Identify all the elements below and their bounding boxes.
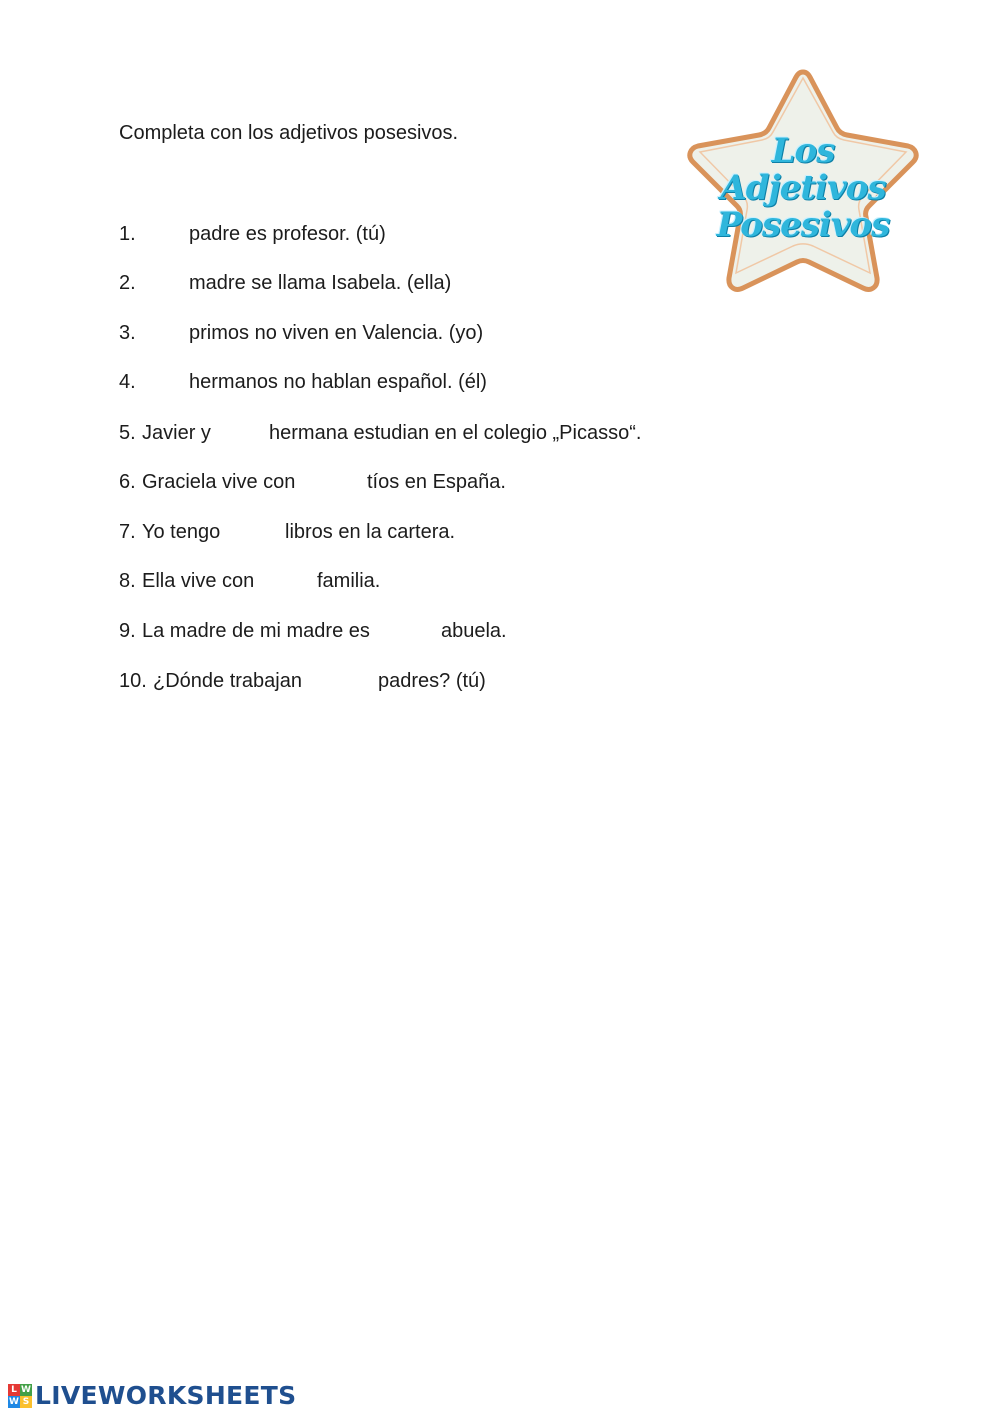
liveworksheets-logo [8, 1382, 296, 1410]
answer-blank[interactable] [151, 368, 187, 396]
exercise-number: 3. [119, 322, 136, 344]
liveworksheets-logo-icon [8, 1384, 32, 1408]
badge-title-line1: Los [771, 131, 835, 171]
answer-blank[interactable] [151, 220, 187, 248]
exercise-text-before: Ella vive con [142, 570, 255, 592]
exercise-text-after: hermana estudian en el colegio „Picasso“. [269, 422, 642, 444]
exercise-number: 6. [119, 471, 136, 493]
exercise-number: 9. [119, 620, 136, 642]
exercise-list [119, 0, 739, 720]
exercise-text-before: ¿Dónde trabajan [153, 670, 302, 692]
answer-blank[interactable] [263, 567, 315, 595]
exercise-text-after: tíos en España. [367, 471, 506, 493]
answer-blank[interactable] [151, 319, 187, 347]
exercise-text-after: abuela. [441, 620, 507, 642]
exercise-number: 7. [119, 521, 136, 543]
instruction-text: Completa con los adjetivos posesivos. [119, 122, 459, 144]
exercise-text-before: Javier y [142, 422, 211, 444]
exercise-number: 10. [119, 670, 147, 692]
logo-mark-cell: S [20, 1396, 32, 1408]
logo-wordmark: LIVEWORKSHEETS [35, 1381, 297, 1410]
answer-blank[interactable] [219, 419, 265, 447]
exercise-text-after: madre se llama Isabela. (ella) [189, 272, 452, 294]
exercise-number: 8. [119, 570, 136, 592]
exercise-text-after: primos no viven en Valencia. (yo) [189, 322, 484, 344]
logo-mark-cell: W [21, 1385, 31, 1395]
answer-blank[interactable] [389, 617, 437, 645]
exercise-text-before: La madre de mi madre es [142, 620, 370, 642]
exercise-text-after: libros en la cartera. [285, 521, 456, 543]
badge-title-line2: Adjetivos [720, 168, 886, 208]
answer-blank[interactable] [319, 667, 375, 695]
answer-blank[interactable] [151, 269, 187, 297]
exercise-number: 2. [119, 272, 136, 294]
badge-title-line3: Posesivos [716, 205, 890, 245]
exercise-number: 1. [119, 223, 136, 245]
exercise-text-before: Graciela vive con [142, 471, 296, 493]
exercise-text-after: familia. [317, 570, 381, 592]
exercise-number: 4. [119, 371, 136, 393]
answer-blank[interactable] [231, 518, 283, 546]
logo-mark-cell: L [8, 1384, 20, 1396]
exercise-text-after: hermanos no hablan español. (él) [189, 371, 487, 393]
logo-mark-cell: W [9, 1397, 19, 1407]
exercise-number: 5. [119, 422, 136, 444]
exercise-text-after: padre es profesor. (tú) [189, 223, 386, 245]
answer-blank[interactable] [309, 468, 363, 496]
exercise-text-before: Yo tengo [142, 521, 221, 543]
exercise-text-after: padres? (tú) [378, 670, 486, 692]
star-badge-icon [682, 66, 924, 298]
